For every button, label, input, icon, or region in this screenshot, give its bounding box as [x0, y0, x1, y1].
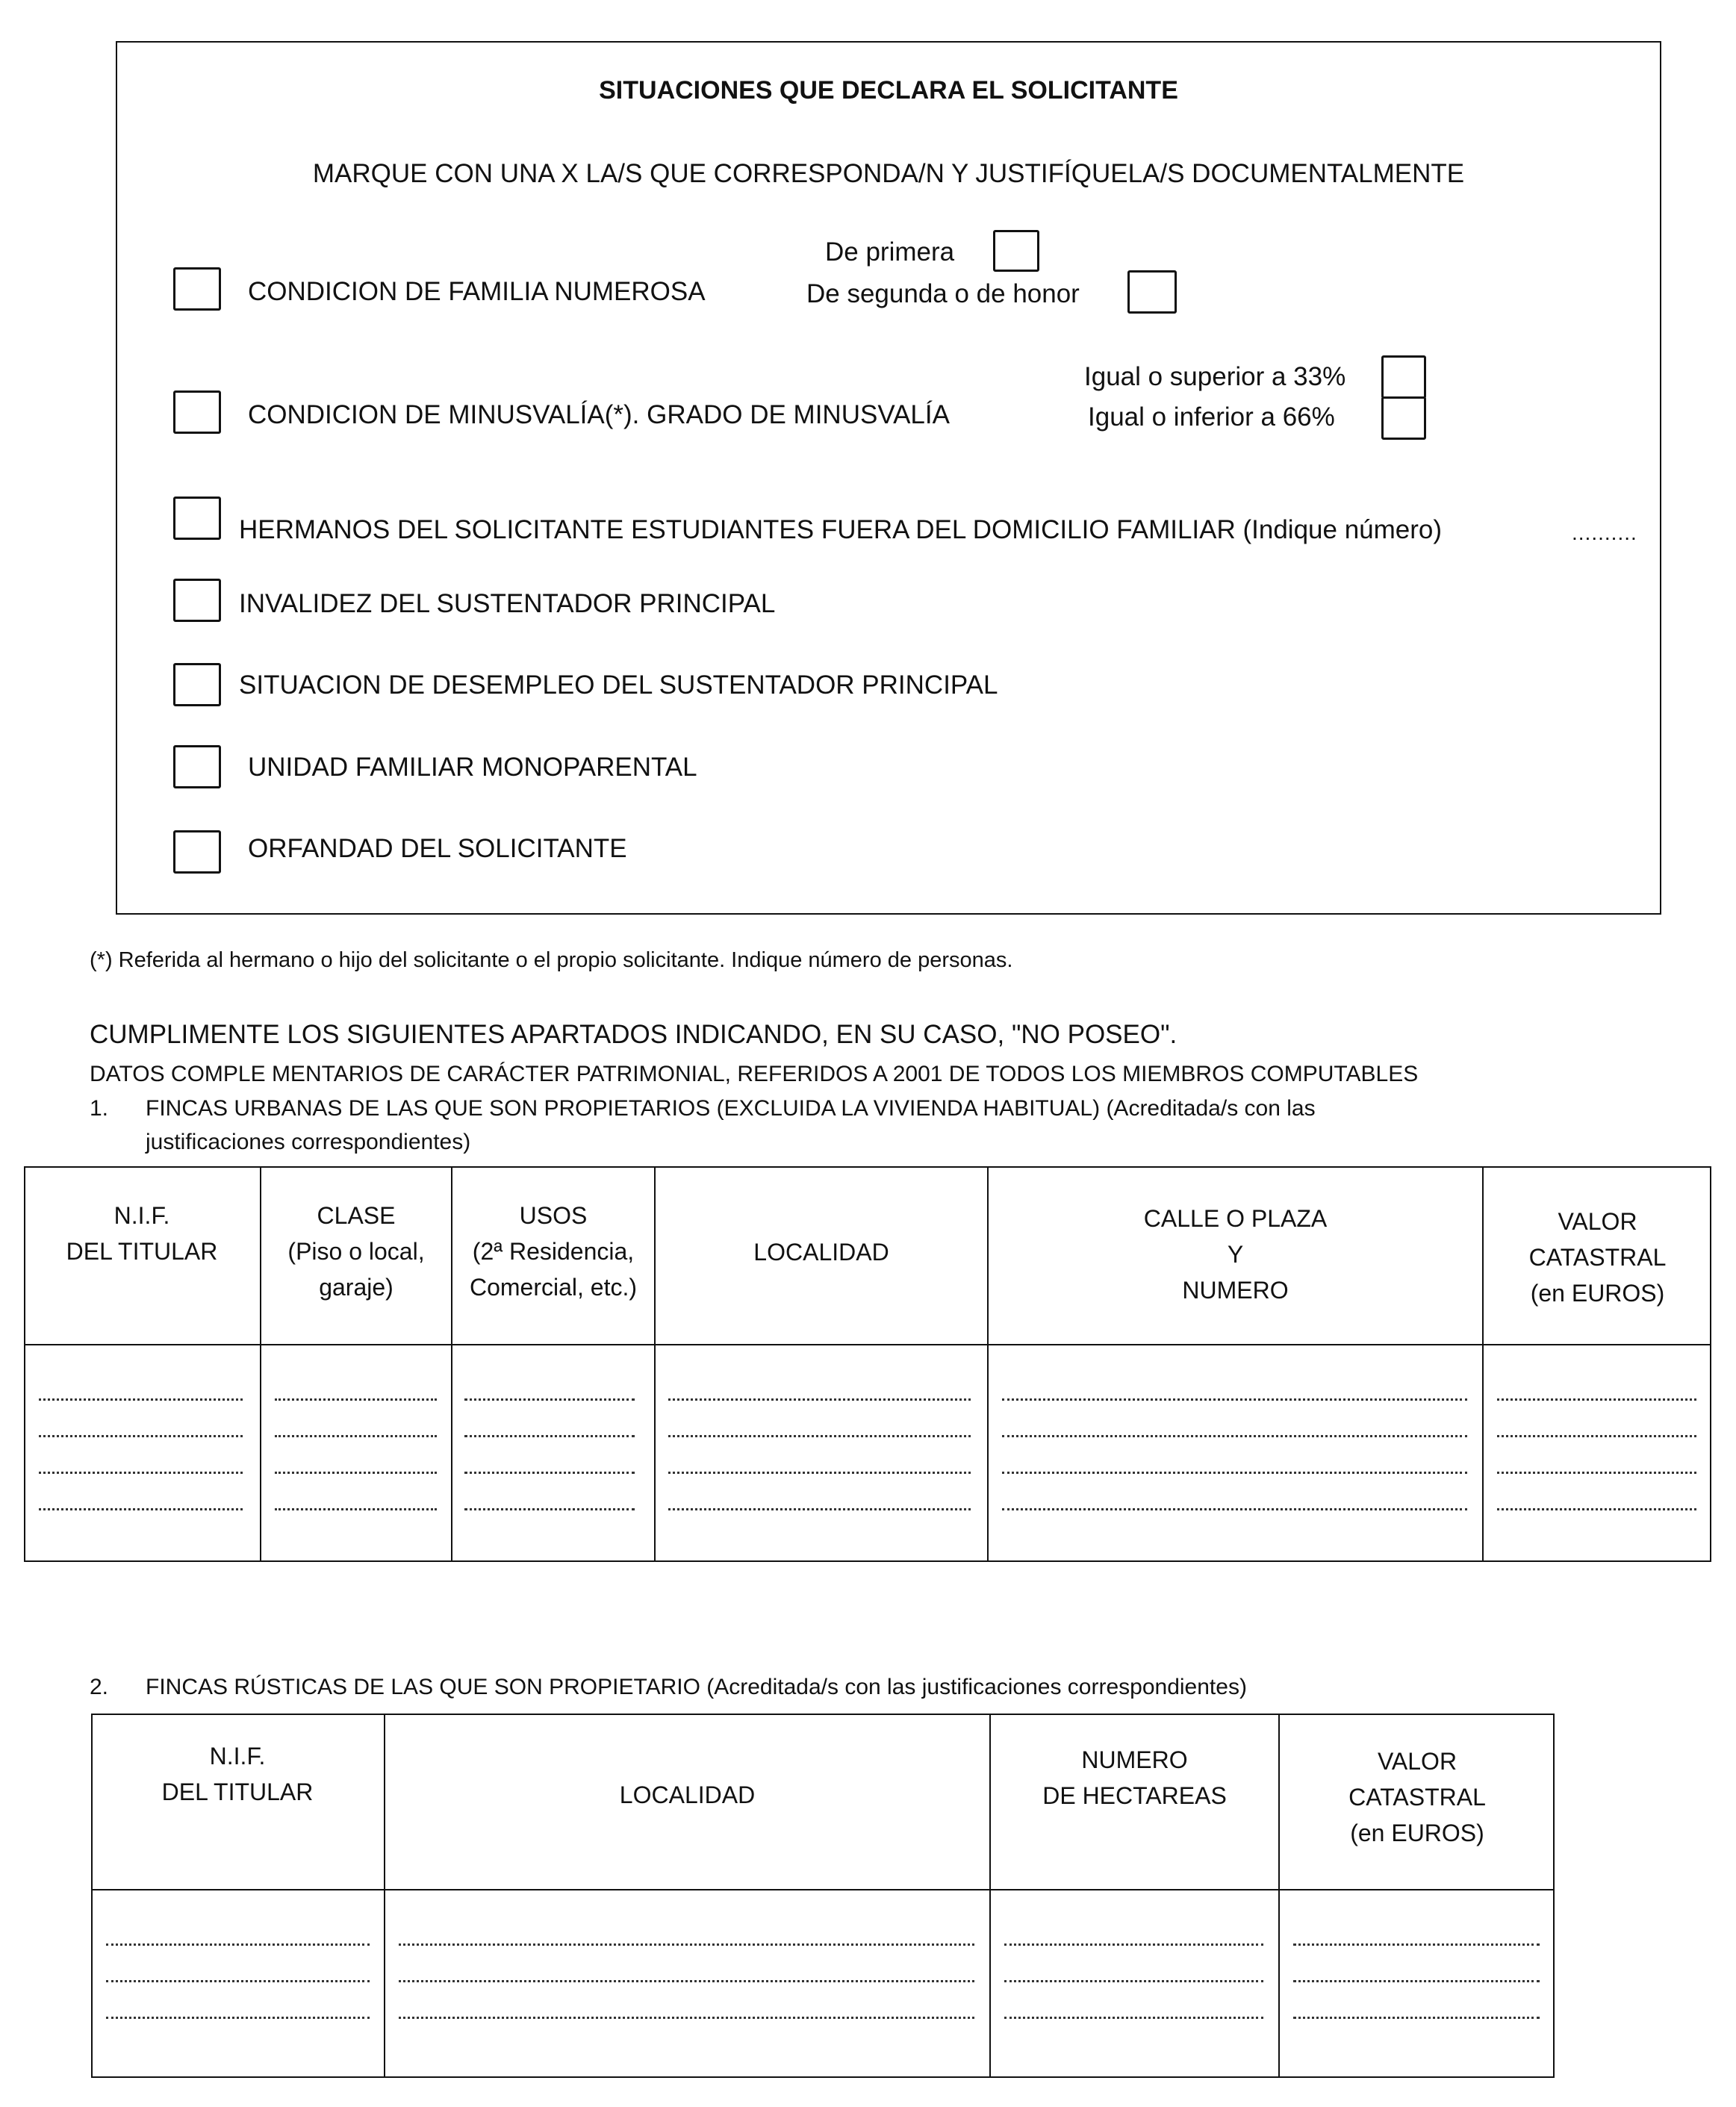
entry-line[interactable] [1293, 1980, 1540, 1982]
entry-line[interactable] [1293, 2017, 1540, 2019]
entry-line[interactable] [399, 1943, 974, 1946]
entry-line[interactable] [1497, 1435, 1696, 1437]
label-hermanos: HERMANOS DEL SOLICITANTE ESTUDIANTES FUERA DEL DOMICILIO FAMILIAR (Indique número) [239, 515, 1443, 544]
table2-col-divider [384, 1714, 385, 2078]
item2-number: 2. [90, 1675, 109, 1699]
checkbox-de-segunda[interactable] [1127, 270, 1177, 314]
label-superior-33: Igual o superior a 33% [1084, 362, 1346, 391]
entry-line[interactable] [399, 1980, 974, 1982]
entry-line[interactable] [399, 2017, 974, 2019]
entry-line[interactable] [1497, 1472, 1696, 1474]
table2-header-valor: VALOR CATASTRAL (en EUROS) [1348, 1748, 1486, 1846]
entry-line[interactable] [1004, 1980, 1263, 1982]
checkbox-monoparental[interactable] [173, 745, 221, 788]
entry-line[interactable] [464, 1435, 635, 1437]
table1-header-valor: VALOR CATASTRAL (en EUROS) [1528, 1208, 1667, 1307]
checkbox-orfandad[interactable] [173, 830, 221, 874]
entry-line[interactable] [106, 1943, 370, 1946]
section-title: SITUACIONES QUE DECLARA EL SOLICITANTE [599, 76, 1178, 105]
hermanos-number-blank[interactable]: .......... [1572, 521, 1637, 544]
label-inferior-66: Igual o inferior a 66% [1088, 402, 1335, 432]
label-invalidez: INVALIDEZ DEL SUSTENTADOR PRINCIPAL [239, 589, 776, 618]
table2-header-hectareas: NUMERO DE HECTAREAS [1042, 1746, 1227, 1809]
entry-line[interactable] [1004, 2017, 1263, 2019]
entry-line[interactable] [275, 1472, 437, 1474]
checkbox-desempleo[interactable] [173, 663, 221, 706]
checkbox-minusvalia[interactable] [173, 390, 221, 434]
entry-line[interactable] [1004, 1943, 1263, 1946]
table1-header-clase: CLASE (Piso o local, garaje) [287, 1202, 425, 1301]
entry-line[interactable] [1002, 1472, 1467, 1474]
table1-header-divider [24, 1344, 1711, 1345]
entry-line[interactable] [39, 1435, 243, 1437]
entry-line[interactable] [275, 1435, 437, 1437]
instruction-line1: CUMPLIMENTE LOS SIGUIENTES APARTADOS INDICANDO, EN SU CASO, "NO POSEO". [90, 1020, 1177, 1049]
checkbox-familia-numerosa[interactable] [173, 267, 221, 311]
table1-header-calle: CALLE O PLAZA Y NUMERO [1143, 1205, 1328, 1304]
table1-header-nif: N.I.F. DEL TITULAR [66, 1202, 218, 1265]
entry-line[interactable] [1002, 1508, 1467, 1510]
entry-line[interactable] [668, 1508, 971, 1510]
checkbox-inferior-66[interactable] [1381, 396, 1426, 440]
item1-number: 1. [90, 1096, 109, 1121]
table1-header-localidad: LOCALIDAD [753, 1239, 889, 1266]
checkbox-de-primera[interactable] [993, 230, 1039, 272]
entry-line[interactable] [39, 1398, 243, 1401]
table2-header-divider [91, 1889, 1555, 1890]
label-monoparental: UNIDAD FAMILIAR MONOPARENTAL [248, 753, 697, 782]
checkbox-invalidez[interactable] [173, 579, 221, 622]
entry-line[interactable] [668, 1435, 971, 1437]
entry-line[interactable] [464, 1398, 635, 1401]
table2-header-localidad: LOCALIDAD [619, 1781, 756, 1808]
entry-line[interactable] [668, 1472, 971, 1474]
entry-line[interactable] [1497, 1398, 1696, 1401]
entry-line[interactable] [106, 1980, 370, 1982]
entry-line[interactable] [275, 1508, 437, 1510]
footnote: (*) Referida al hermano o hijo del solicitante o el propio solicitante. Indique número de personas. [90, 948, 1013, 972]
label-desempleo: SITUACION DE DESEMPLEO DEL SUSTENTADOR PRINCIPAL [239, 670, 998, 700]
entry-line[interactable] [275, 1398, 437, 1401]
label-orfandad: ORFANDAD DEL SOLICITANTE [248, 834, 627, 863]
label-minusvalia: CONDICION DE MINUSVALÍA(*). GRADO DE MINUSVALÍA [248, 400, 950, 429]
entry-line[interactable] [1293, 1943, 1540, 1946]
entry-line[interactable] [39, 1472, 243, 1474]
table1-header-usos: USOS (2ª Residencia, Comercial, etc.) [469, 1202, 638, 1301]
entry-line[interactable] [106, 2017, 370, 2019]
checkbox-superior-33[interactable] [1381, 355, 1426, 399]
entry-line[interactable] [39, 1508, 243, 1510]
entry-line[interactable] [1002, 1398, 1467, 1401]
item1-title-line2: justificaciones correspondientes) [146, 1130, 471, 1154]
table2-header-nif: N.I.F. DEL TITULAR [161, 1743, 314, 1805]
label-de-segunda: De segunda o de honor [806, 279, 1080, 308]
item1-title-line1: FINCAS URBANAS DE LAS QUE SON PROPIETARIOS (EXCLUIDA LA VIVIENDA HABITUAL) (Acreditada/s con las [146, 1096, 1316, 1121]
table1-col-divider [654, 1166, 656, 1562]
entry-line[interactable] [464, 1472, 635, 1474]
entry-line[interactable] [668, 1398, 971, 1401]
entry-line[interactable] [1002, 1435, 1467, 1437]
checkbox-hermanos[interactable] [173, 497, 221, 540]
section-instruction: MARQUE CON UNA X LA/S QUE CORRESPONDA/N Y JUSTIFÍQUELA/S DOCUMENTALMENTE [312, 159, 1465, 188]
entry-line[interactable] [464, 1508, 635, 1510]
entry-line[interactable] [1497, 1508, 1696, 1510]
instruction-line2: DATOS COMPLE MENTARIOS DE CARÁCTER PATRIMONIAL, REFERIDOS A 2001 DE TODOS LOS MIEMBROS COMPUTABLES [90, 1062, 1419, 1086]
item2-title: FINCAS RÚSTICAS DE LAS QUE SON PROPIETARIO (Acreditada/s con las justificaciones correspondientes) [146, 1675, 1247, 1699]
label-familia-numerosa: CONDICION DE FAMILIA NUMEROSA [248, 277, 706, 306]
label-de-primera: De primera [825, 237, 955, 267]
